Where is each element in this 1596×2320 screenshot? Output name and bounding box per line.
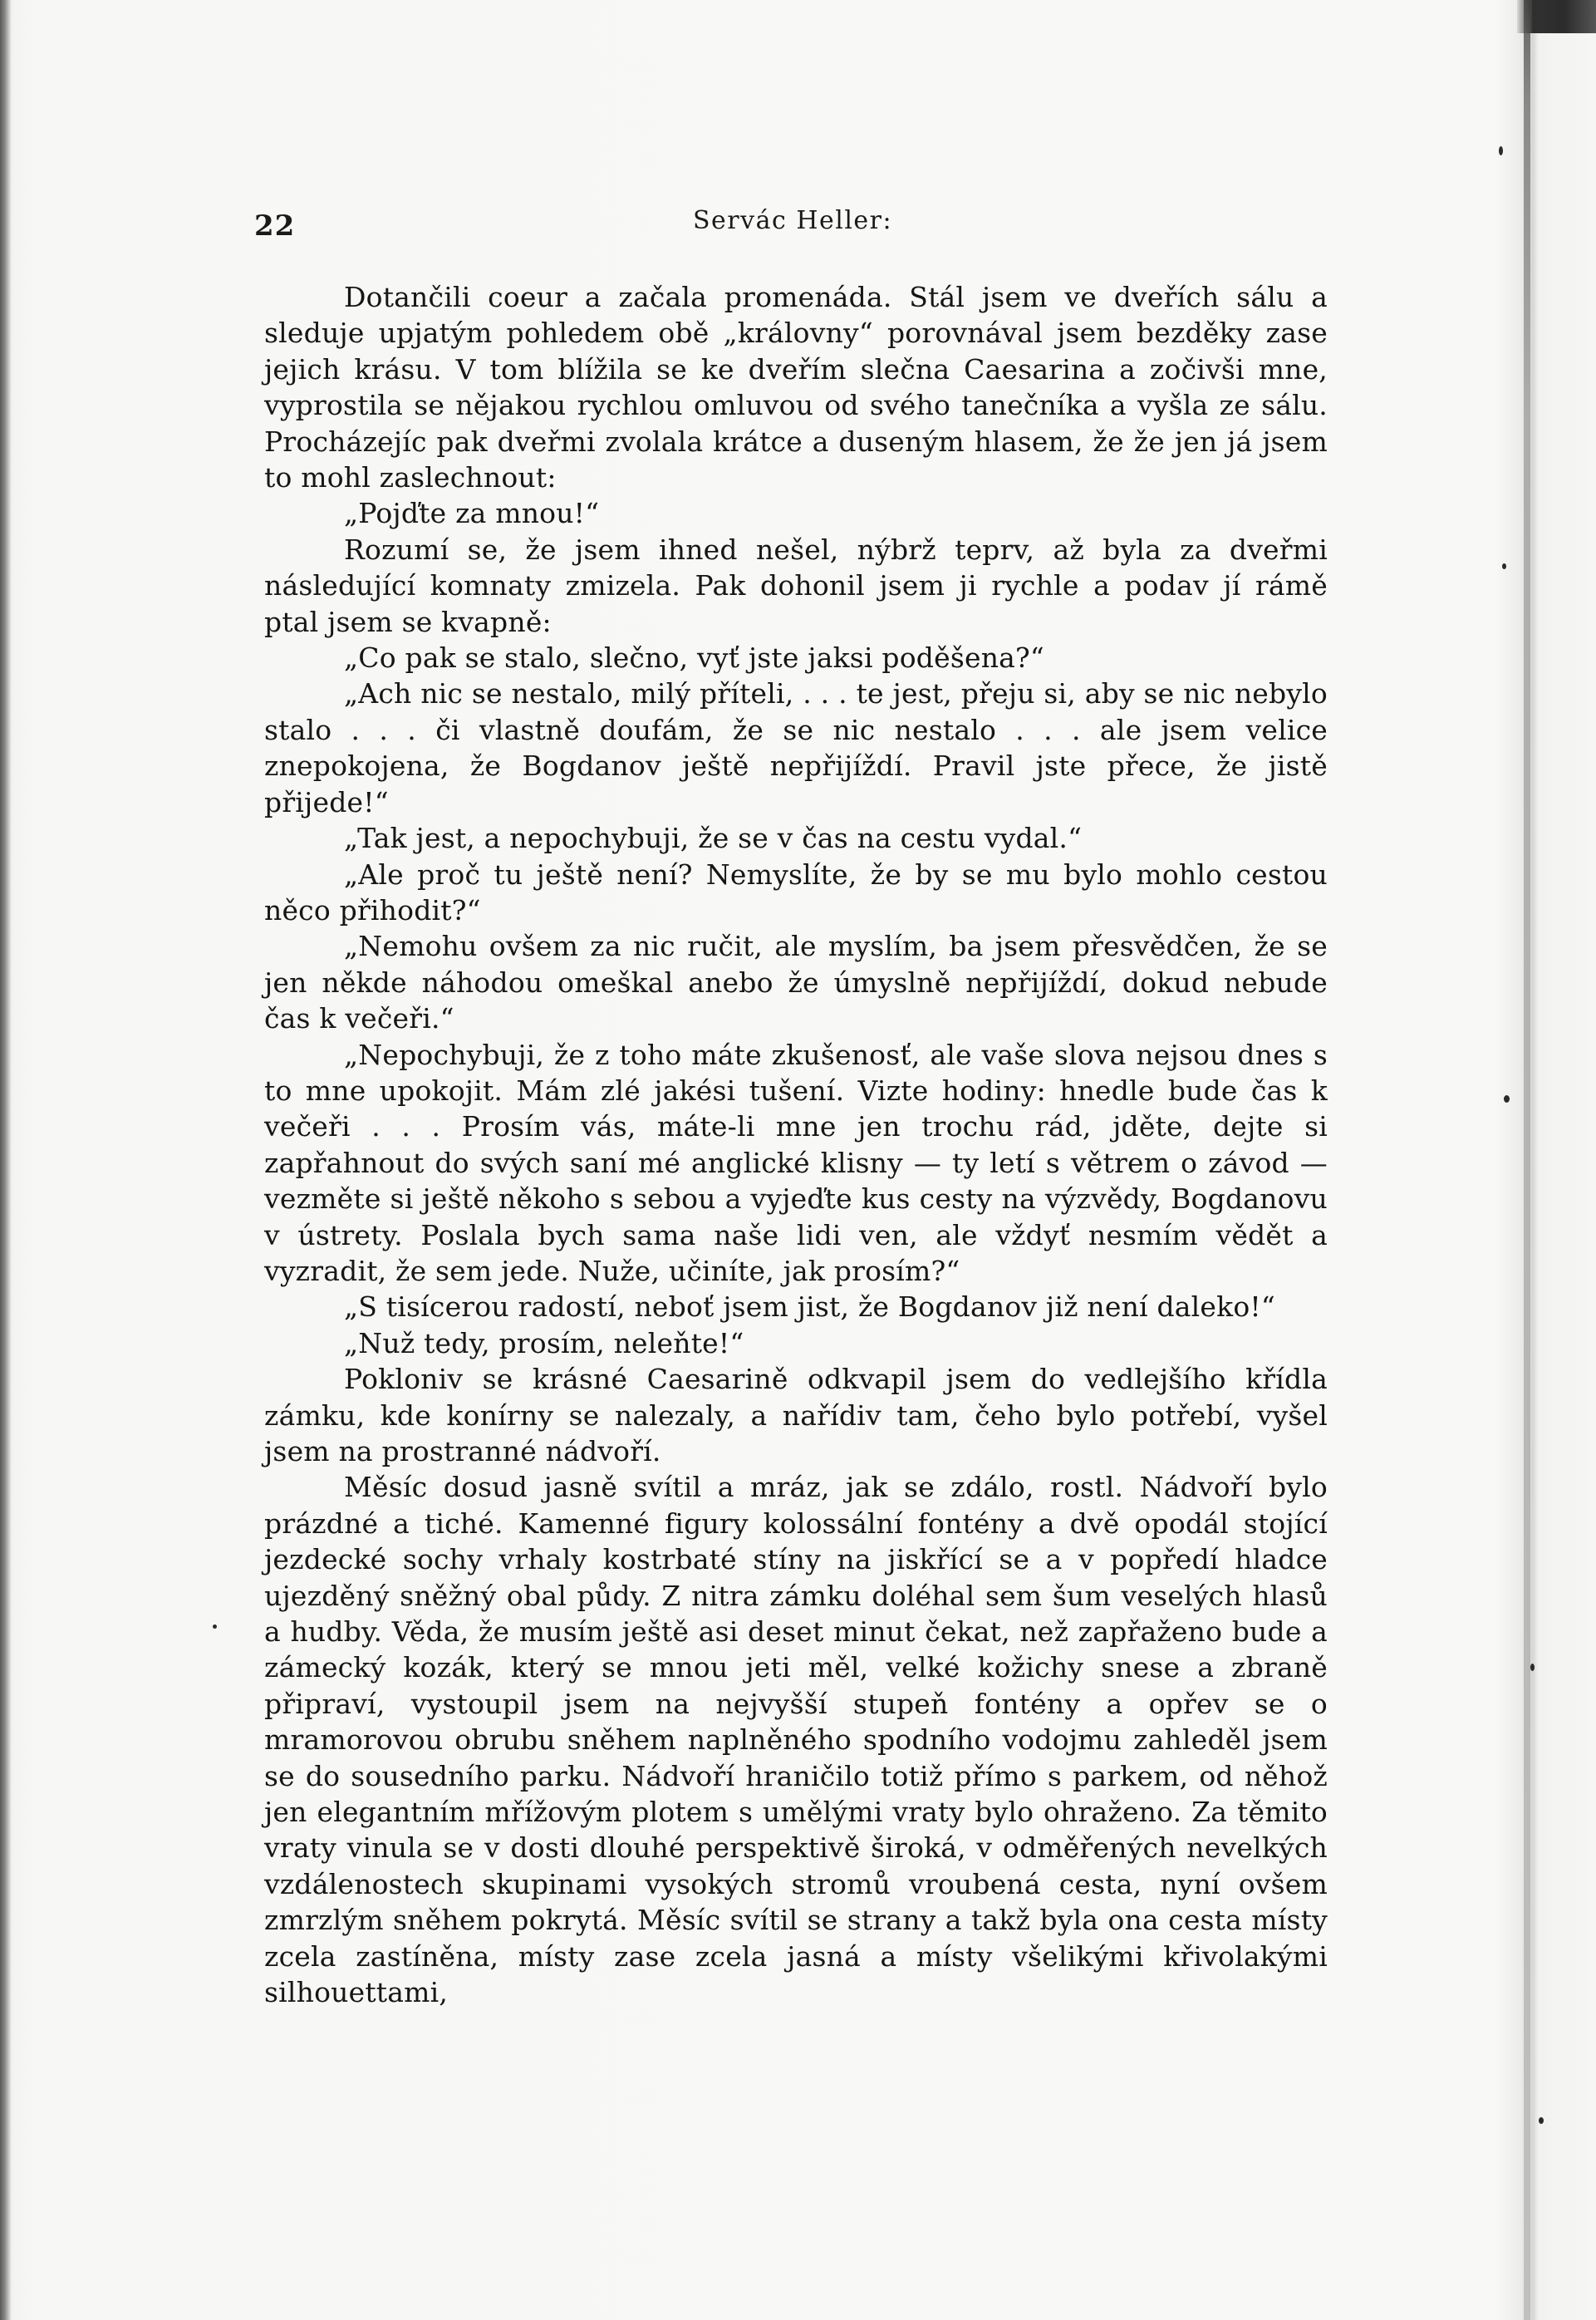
margin-speck (1502, 563, 1506, 569)
margin-speck (1504, 1095, 1510, 1103)
page-gutter-edge (1524, 0, 1530, 2320)
paragraph: „Ale proč tu ještě není? Nemyslíte, že by se mu bylo mohlo cestou něco přihodit?“ (264, 858, 1328, 927)
margin-speck (1539, 2117, 1544, 2124)
paragraph: „Co pak se stalo, slečno, vyť jste jaksi poděšena?“ (344, 641, 1044, 675)
paragraph: „S tisícerou radostí, neboť jsem jist, že Bogdanov již není daleko!“ (344, 1290, 1275, 1324)
running-head: Servác Heller: (693, 206, 893, 235)
paragraph: Rozumí se, že jsem ihned nešel, nýbrž teprv, až byla za dveřmi následující komnaty zmizela. Pak dohonil jsem ji rychle a podav jí rámě ptal jsem se kvapně: (264, 533, 1328, 638)
paragraph: „Nemohu ovšem za nic ručit, ale myslím, ba jsem přesvědčen, že se jen někde náhodou omeškal anebo že úmyslně nepřijíždí, dokud nebude čas k večeři.“ (264, 930, 1328, 1035)
margin-speck (213, 1624, 217, 1629)
paragraph: „Nepochybuji, že z toho máte zkušenosť, ale vaše slova nejsou dnes s to mne upokojit. Mám zlé jakési tušení. Vizte hodiny: hnedle bude čas k večeři . . . Prosím vás, máte-li mne jen trochu rád, jděte, dejte si zapřahnout do svých saní mé anglické klisny — ty letí s větrem o závod — vezměte si ještě někoho s sebou a vyjeďte kus cesty na výzvědy, Bogdanovu v ústrety. Poslala bych sama naše lidi ven, ale vždyť nesmím vědět a vyzradit, že sem jede. Nuže, učiníte, jak prosím?“ (264, 1038, 1328, 1287)
margin-speck (1530, 1664, 1535, 1671)
paragraph: Pokloniv se krásné Caesarině odkvapil jsem do vedlejšího křídla zámku, kde konírny se nalezaly, a nařídiv tam, čeho bylo potřebí, vyšel jsem na prostranné nádvoří. (264, 1363, 1328, 1467)
paragraph: „Ach nic se nestalo, milý příteli, . . . te jest, přeju si, aby se nic nebylo stalo . . . či vlastně doufám, že se nic nestalo . . . ale jsem velice znepokojena, že Bogdanov ještě nepřijíždí. Pravil jste přece, že jistě přijede!“ (264, 677, 1328, 818)
paragraph: „Nuž tedy, prosím, neleňte!“ (344, 1326, 744, 1359)
page-header (254, 206, 1330, 244)
paragraph: Měsíc dosud jasně svítil a mráz, jak se zdálo, rostl. Nádvoří bylo prázdné a tiché. Kamenné figury kolossální fontény a dvě opodál stojící jezdecké sochy vrhaly kostrbaté stíny na jiskřící se a v popředí hladce ujezděný sněžný obal půdy. Z nitra zámku doléhal sem šum veselých hlasů a hudby. Věda, že musím ještě asi deset minut čekat, než zapřaženo bude a zámecký kozák, který se mnou jeti měl, velké kožichy snese a zbraně připraví, vystoupil jsem na nejvyšší stupeň fontény a opřev se o mramorovou obrubu sněhem naplněného spodního vodojmu zahleděl jsem se do sousedního parku. Nádvoří hraničilo totiž přímo s parkem, od něhož jen elegantním mřížovým plotem s umělými vraty bylo ohraženo. Za těmito vraty vinula se v dosti dlouhé perspektivě široká, v odměřených nevelkých vzdálenostech skupinami vysokých stromů vroubená cesta, nyní ovšem zmrzlým sněhem pokrytá. Měsíc svítil se strany a takž byla ona cesta místy zcela zastíněna, místy zase zcela jasná a místy všelikými křivolakými silhouettami, (264, 1471, 1328, 2009)
paragraph: Dotančili coeur a začala promenáda. Stál jsem ve dveřích sálu a sleduje upjatým pohledem obě „královny“ porovnával jsem bezděky zase jejich krásu. V tom blížila se ke dveřím slečna Caesarina a zočivši mne, vyprostila se nějakou rychlou omluvou od svého tanečníka a vyšla ze sálu. Procházejíc pak dveřmi zvolala krátce a duseným hlasem, že že jen já jsem to mohl zaslechnout: (264, 281, 1328, 494)
paragraph: „Tak jest, a nepochybuji, že se v čas na cestu vydal.“ (344, 822, 1083, 855)
page-number: 22 (254, 209, 296, 243)
paragraph: „Pojďte za mnou!“ (344, 497, 600, 530)
body-text (264, 279, 1328, 2011)
margin-speck (1499, 146, 1503, 155)
